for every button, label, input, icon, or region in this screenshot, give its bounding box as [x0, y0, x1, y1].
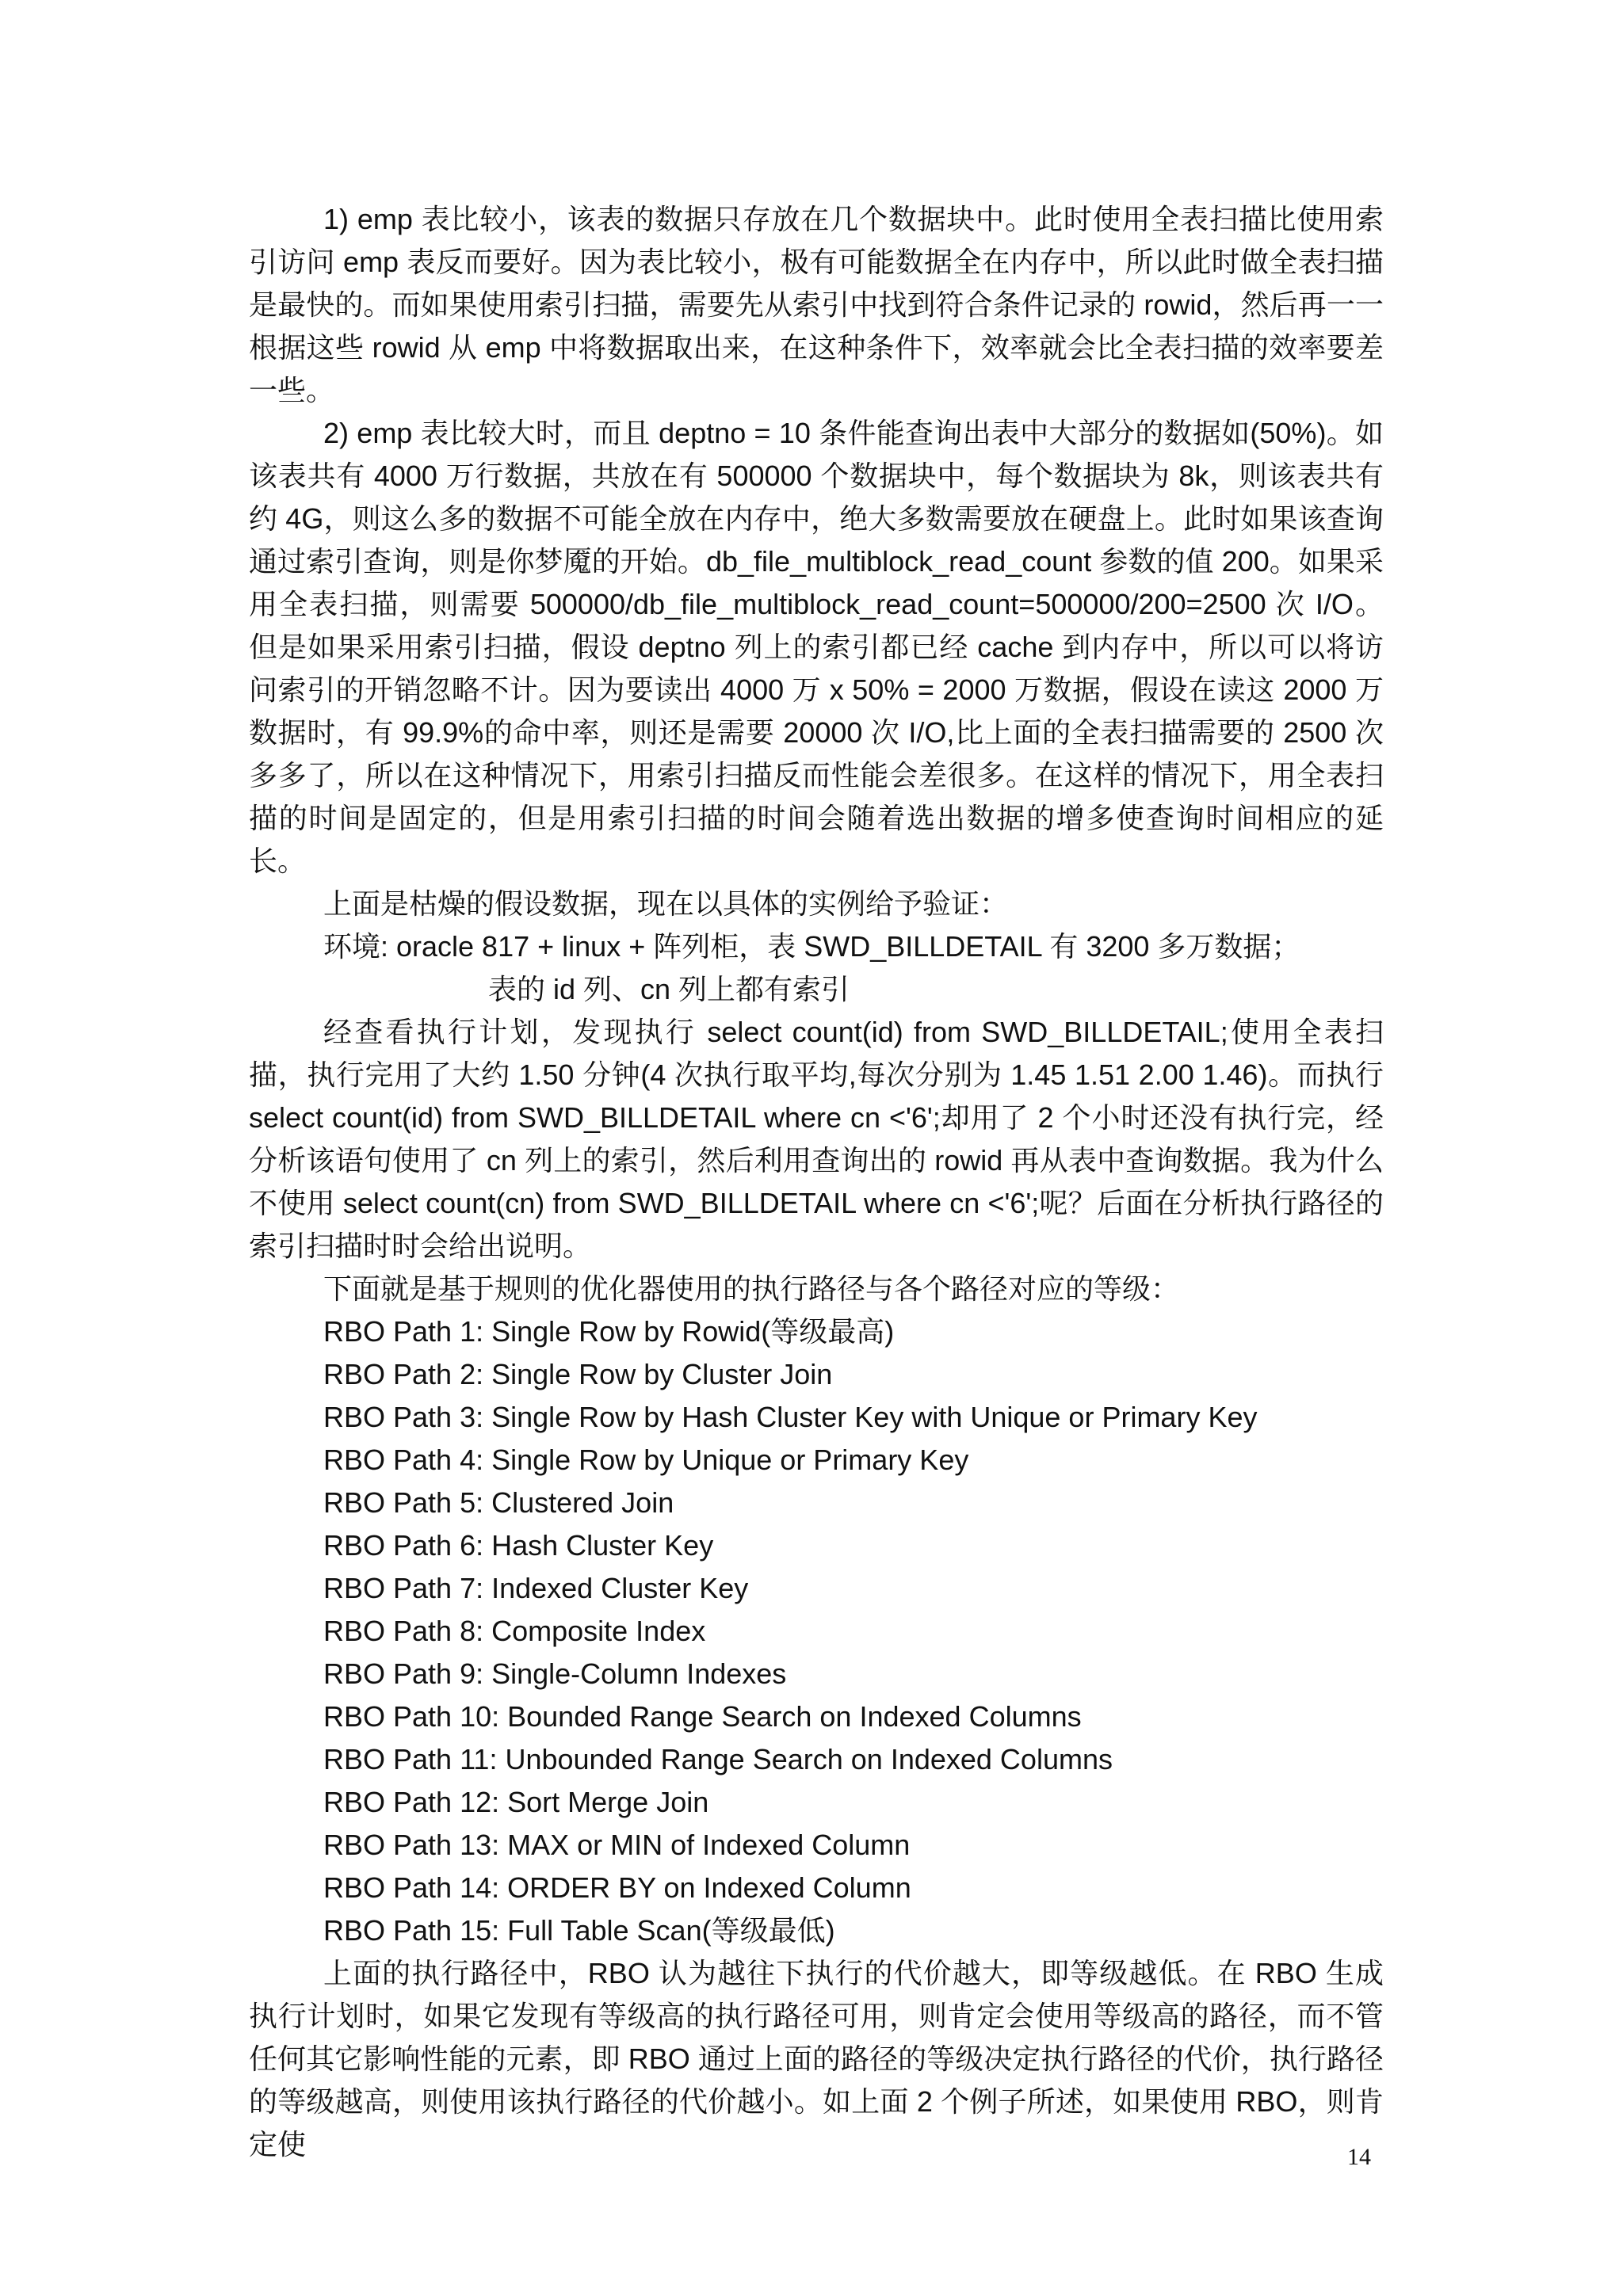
rbo-path-item: RBO Path 6: Hash Cluster Key	[323, 1529, 714, 1562]
rbo-path-item: RBO Path 5: Clustered Join	[323, 1486, 674, 1519]
rbo-path-item: RBO Path 7: Indexed Cluster Key	[323, 1572, 749, 1604]
rbo-path-item: RBO Path 9: Single-Column Indexes	[323, 1657, 787, 1690]
page-number: 14	[1347, 2144, 1371, 2170]
paragraph-environment: 环境: oracle 817 + linux + 阵列柜，表 SWD_BILLDETAIL 有 3200 多万数据；	[323, 930, 1300, 963]
paragraph-verification-intro: 上面是枯燥的假设数据，现在以具体的实例给予验证：	[323, 887, 1009, 920]
rbo-path-item: RBO Path 12: Sort Merge Join	[323, 1786, 709, 1818]
rbo-path-item: RBO Path 2: Single Row by Cluster Join	[323, 1358, 833, 1390]
rbo-path-item: RBO Path 13: MAX or MIN of Indexed Column	[323, 1829, 911, 1861]
rbo-path-item: RBO Path 14: ORDER BY on Indexed Column	[323, 1871, 911, 1904]
rbo-path-item: RBO Path 8: Composite Index	[323, 1615, 706, 1647]
rbo-path-item: RBO Path 15: Full Table Scan(等级最低)	[323, 1914, 835, 1947]
rbo-path-item: RBO Path 11: Unbounded Range Search on Indexed Columns	[323, 1743, 1113, 1775]
paragraph-execution-plan: 经查看执行计划，发现执行 select count(id) from SWD_BILLDETAIL;使用全表扫描，执行完用了大约 1.50 分钟(4 次执行取平均,每次分别为 1.45 1.51 2.00 1.46)。而执行 select count(id) from SWD_BILLDETAIL where cn <'6';却用了 2 个小时还没有执行完，经分析该语句使用了 cn 列上的索引，然后利用查询出的 rowid 再从表中查询数据。我为什么不使用 select count(cn) from SWD_BILLDETAIL where cn <'6';呢？后面在分析执行路径的索引扫描时时会给出说明。	[249, 1016, 1384, 1262]
paragraph-rbo-intro: 下面就是基于规则的优化器使用的执行路径与各个路径对应的等级：	[323, 1272, 1180, 1305]
paragraph-small-table: 1) emp 表比较小，该表的数据只存放在几个数据块中。此时使用全表扫描比使用索引访问 emp 表反而要好。因为表比较小，极有可能数据全在内存中，所以此时做全表扫描是最快的。而如果使用索引扫描，需要先从索引中找到符合条件记录的 rowid，然后再一一根据这些 rowid 从 emp 中将数据取出来，在这种条件下，效率就会比全表扫描的效率要差一些。	[249, 203, 1384, 406]
paragraph-rbo-cost: 上面的执行路径中，RBO 认为越往下执行的代价越大，即等级越低。在 RBO 生成执行计划时，如果它发现有等级高的执行路径可用，则肯定会使用等级高的路径，而不管任何其它影响性能的元素，即 RBO 通过上面的路径的等级决定执行路径的代价，执行路径的等级越高，则使用该执行路径的代价越小。如上面 2 个例子所述，如果使用 RBO，则肯定使	[249, 1957, 1384, 2161]
rbo-path-item: RBO Path 10: Bounded Range Search on Indexed Columns	[323, 1700, 1082, 1733]
paragraph-index-note: 表的 id 列、cn 列上都有索引	[488, 973, 850, 1005]
rbo-path-item: RBO Path 1: Single Row by Rowid(等级最高)	[323, 1315, 895, 1348]
rbo-path-list	[249, 1310, 1384, 1952]
paragraph-large-table: 2) emp 表比较大时，而且 deptno = 10 条件能查询出表中大部分的数据如(50%)。如该表共有 4000 万行数据，共放在有 500000 个数据块中，每个数据块为 8k，则该表共有约 4G，则这么多的数据不可能全放在内存中，绝大多数需要放在硬盘上。此时如果该查询通过索引查询，则是你梦魇的开始。db_file_multiblock_read_count 参数的值 200。如果采用全表扫描，则需要 500000/db_file_multiblock_read_count=500000/200=2500 次 I/O。但是如果采用索引扫描，假设 deptno 列上的索引都已经 cache 到内存中，所以可以将访问索引的开销忽略不计。因为要读出 4000 万 x 50% = 2000 万数据，假设在读这 2000 万数据时，有 99.9%的命中率，则还是需要 20000 次 I/O,比上面的全表扫描需要的 2500 次多多了，所以在这种情况下，用索引扫描反而性能会差很多。在这样的情况下，用全表扫描的时间是固定的，但是用索引扫描的时间会随着选出数据的增多使查询时间相应的延长。	[249, 417, 1384, 877]
rbo-path-item: RBO Path 4: Single Row by Unique or Primary Key	[323, 1444, 969, 1476]
document-page-body	[249, 198, 1384, 2166]
rbo-path-item: RBO Path 3: Single Row by Hash Cluster Key with Unique or Primary Key	[323, 1401, 1258, 1433]
